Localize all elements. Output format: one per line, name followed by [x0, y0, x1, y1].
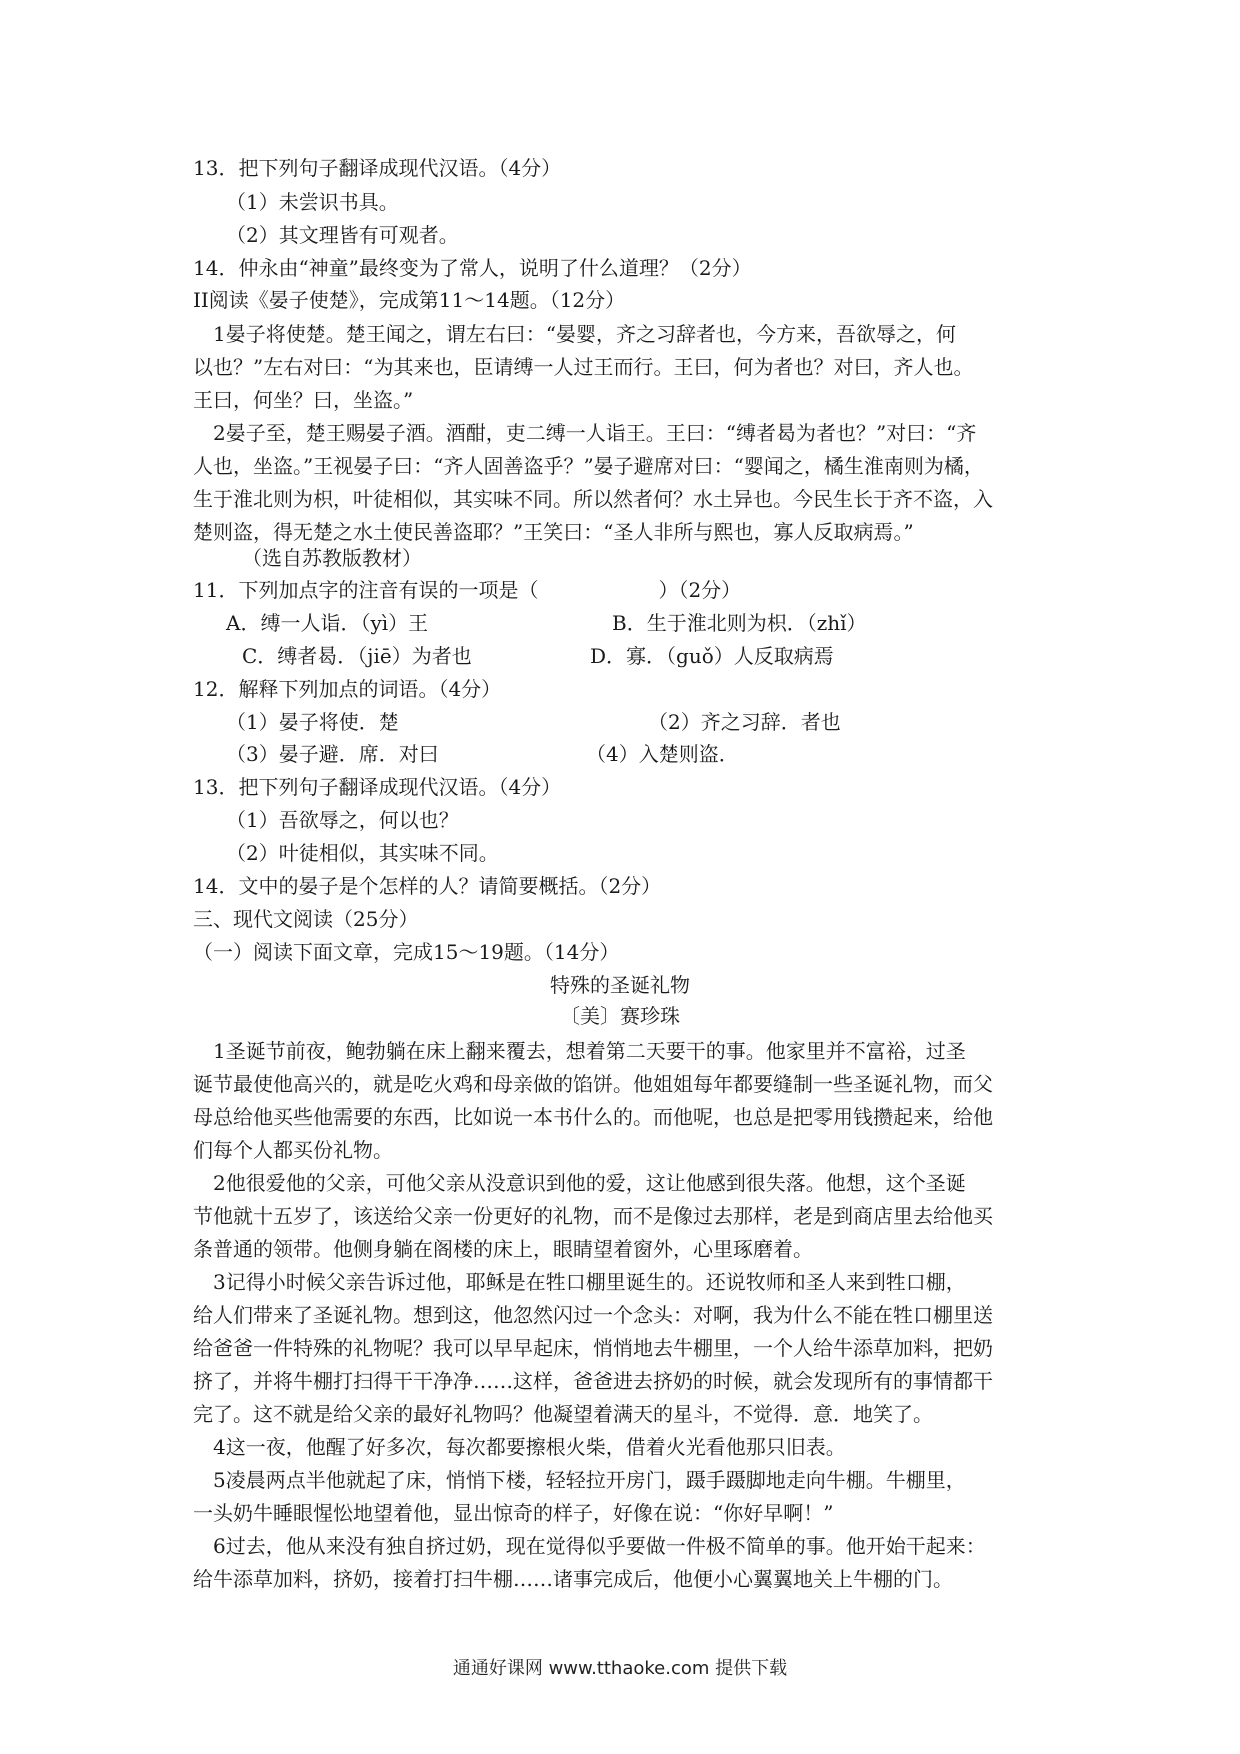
- text-line: 人也，坐盗。”王视晏子曰：“齐人固善盗乎？”晏子避席对曰：“婴闻之，橘生淮南则为橘，: [193, 454, 984, 478]
- text-line: 一头奶牛睡眼惺忪地望着他，显出惊奇的样子，好像在说：“你好早啊！”: [193, 1501, 834, 1525]
- article-para-1: [193, 1035, 1055, 1167]
- option-d: D．寡．（guǒ）人反取病焉: [590, 644, 834, 668]
- section-heading-yanzi: II阅读《晏子使楚》，完成第11～14题。（12分）: [193, 288, 626, 312]
- article-para-2: [193, 1167, 1055, 1266]
- question-13b-item-2: （2）叶徒相似，其实味不同。: [226, 841, 499, 865]
- question-13b: 13．把下列句子翻译成现代汉语。（4分）: [193, 775, 562, 799]
- text-line: 完了。这不就是给父亲的最好礼物吗？他凝望着满天的星斗，不觉得．意．地笑了。: [193, 1402, 933, 1426]
- passage-yanzi-para-2: [193, 417, 1055, 549]
- question-12-item-4: （4）入楚则盗．: [586, 742, 739, 766]
- question-12-item-2: （2）齐之习辞．者也: [648, 710, 841, 734]
- option-a: A．缚一人诣．（yì）王: [226, 611, 429, 635]
- option-b: B．生于淮北则为枳．（zhǐ）: [612, 611, 867, 635]
- question-13b-item-1: （1）吾欲辱之，何以也？: [226, 808, 459, 832]
- article-para-6: [193, 1530, 1055, 1596]
- question-14a: 14．仲永由“神童”最终变为了常人，说明了什么道理？（2分）: [193, 256, 752, 280]
- text-line: 生于淮北则为枳，叶徒相似，其实味不同。所以然者何？水土异也。今民生长于齐不盗，入: [193, 487, 993, 511]
- question-13a-item-1: （1）未尝识书具。: [226, 190, 399, 214]
- text-line: 给爸爸一件特殊的礼物呢？我可以早早起床，悄悄地去牛棚里，一个人给牛添草加料，把奶: [193, 1336, 993, 1360]
- text-line: 1晏子将使楚。楚王闻之，谓左右曰：“晏婴，齐之习辞者也，今方来，吾欲辱之，何: [193, 322, 956, 346]
- text-line: 们每个人都买份礼物。: [193, 1138, 393, 1162]
- text-line: 5凌晨两点半他就起了床，悄悄下楼，轻轻拉开房门，蹑手蹑脚地走向牛棚。牛棚里，: [193, 1468, 966, 1492]
- text-line: 母总给他买些他需要的东西，比如说一本书什么的。而他呢，也总是把零用钱攒起来，给他: [193, 1105, 993, 1129]
- question-13a-item-2: （2）其文理皆有可观者。: [226, 223, 459, 247]
- text-line: 给牛添草加料，挤奶，接着打扫牛棚……诸事完成后，他便小心翼翼地关上牛棚的门。: [193, 1567, 953, 1591]
- text-line: 王曰，何坐？曰，坐盗。”: [193, 388, 414, 412]
- text-line: 1圣诞节前夜，鲍勃躺在床上翻来覆去，想着第二天要干的事。他家里并不富裕，过圣: [193, 1039, 966, 1063]
- text-line: 挤了，并将牛棚打扫得干干净净……这样，爸爸进去挤奶的时候，就会发现所有的事情都干: [193, 1369, 993, 1393]
- article-para-3: [193, 1266, 1055, 1431]
- text-line: 2晏子至，楚王赐晏子酒。酒酣，吏二缚一人诣王。王曰：“缚者曷为者也？”对曰：“齐: [193, 421, 977, 445]
- source-note: （选自苏教版教材）: [242, 546, 422, 570]
- text-line: 4这一夜，他醒了好多次，每次都要擦根火柴，借着火光看他那只旧表。: [193, 1435, 846, 1459]
- footer-download-note: 通通好课网 www.tthaoke.com 提供下载: [452, 1658, 788, 1679]
- article-title: 特殊的圣诞礼物: [550, 973, 690, 997]
- text-line: 楚则盗，得无楚之水土使民善盗耶？”王笑曰：“圣人非所与熙也，寡人反取病焉。”: [193, 520, 914, 544]
- article-para-5: [193, 1464, 1055, 1530]
- text-line: 3记得小时候父亲告诉过他，耶稣是在牲口棚里诞生的。还说牧师和圣人来到牲口棚，: [193, 1270, 966, 1294]
- question-14b: 14．文中的晏子是个怎样的人？请简要概括。（2分）: [193, 874, 662, 898]
- question-12-item-3: （3）晏子避．席．对曰: [226, 742, 439, 766]
- question-13a: 13．把下列句子翻译成现代汉语。（4分）: [193, 156, 562, 180]
- text-line: 以也？”左右对曰：“为其来也，臣请缚一人过王而行。王曰，何为者也？对曰，齐人也。: [193, 355, 974, 379]
- part-one-heading: （一）阅读下面文章，完成15～19题。（14分）: [193, 940, 620, 964]
- text-line: 6过去，他从来没有独自挤过奶，现在觉得似乎要做一件极不简单的事。他开始干起来：: [193, 1534, 986, 1558]
- section-three-heading: 三、现代文阅读（25分）: [193, 907, 419, 931]
- text-line: 节他就十五岁了，该送给父亲一份更好的礼物，而不是像过去那样，老是到商店里去给他买: [193, 1204, 993, 1228]
- article-author: 〔美〕赛珍珠: [560, 1004, 680, 1028]
- question-11: 11．下列加点字的注音有误的一项是（ ）（2分）: [193, 578, 742, 602]
- text-line: 条普通的领带。他侧身躺在阁楼的床上，眼睛望着窗外，心里琢磨着。: [193, 1237, 813, 1261]
- passage-yanzi-para-1: [193, 318, 1055, 417]
- question-12-item-1: （1）晏子将使．楚: [226, 710, 399, 734]
- text-line: 2他很爱他的父亲，可他父亲从没意识到他的爱，这让他感到很失落。他想，这个圣诞: [193, 1171, 966, 1195]
- option-c: C．缚者曷．（jiē）为者也: [242, 644, 472, 668]
- article-para-4: [193, 1431, 1055, 1464]
- text-line: 诞节最使他高兴的，就是吃火鸡和母亲做的馅饼。他姐姐每年都要缝制一些圣诞礼物，而父: [193, 1072, 993, 1096]
- text-line: 给人们带来了圣诞礼物。想到这，他忽然闪过一个念头：对啊，我为什么不能在牲口棚里送: [193, 1303, 993, 1327]
- question-12: 12．解释下列加点的词语。（4分）: [193, 677, 502, 701]
